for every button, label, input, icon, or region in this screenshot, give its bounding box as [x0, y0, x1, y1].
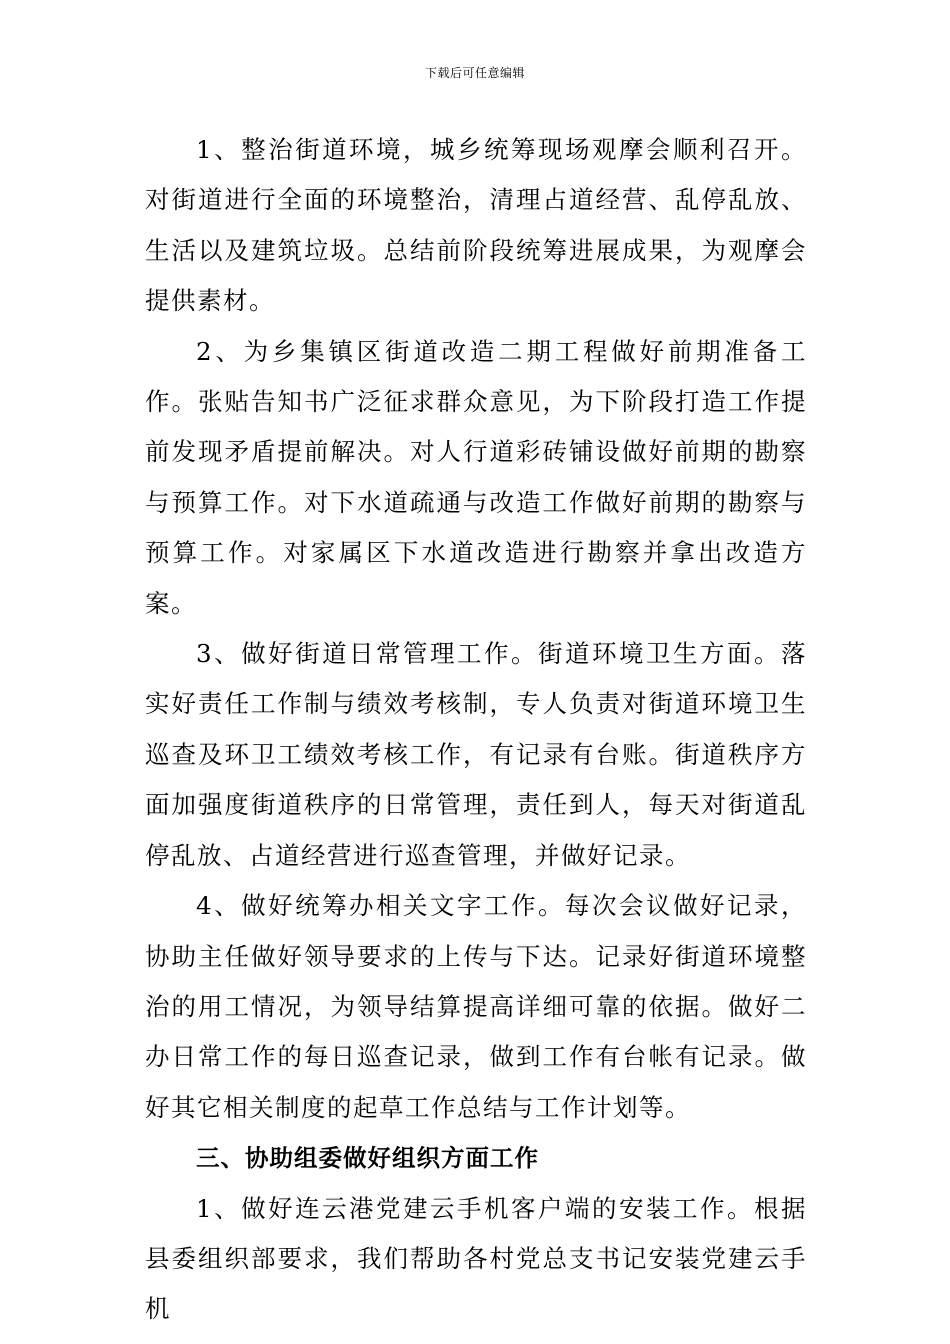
document-body: [145, 125, 807, 1335]
paragraph-4: 4、做好统筹办相关文字工作。每次会议做好记录，协助主任做好领导要求的上传与下达。记录好街道环境整治的用工情况，为领导结算提高详细可靠的依据。做好二办日常工作的每日巡查记录，做到工作有台帐有记录。做好其它相关制度的起草工作总结与工作计划等。: [145, 891, 807, 1122]
paragraph-5: 1、做好连云港党建云手机客户端的安装工作。根据县委组织部要求，我们帮助各村党总支书记安装党建云手机: [145, 1193, 807, 1324]
section-heading: 三、协助组委做好组织方面工作: [196, 1144, 539, 1173]
page-header-note: 下载后可任意编辑: [424, 66, 525, 80]
paragraph-1: 1、整治街道环境，城乡统筹现场观摩会顺利召开。对街道进行全面的环境整治，清理占道经营、乱停乱放、生活以及建筑垃圾。总结前阶段统筹进展成果，为观摩会提供素材。: [145, 135, 807, 316]
paragraph-3: 3、做好街道日常管理工作。街道环境卫生方面。落实好责任工作制与绩效考核制，专人负责对街道环境卫生巡查及环卫工绩效考核工作，有记录有台账。街道秩序方面加强度街道秩序的日常管理，责任到人，每天对街道乱停乱放、占道经营进行巡查管理，并做好记录。: [145, 639, 807, 870]
paragraph-2: 2、为乡集镇区街道改造二期工程做好前期准备工作。张贴告知书广泛征求群众意见，为下阶段打造工作提前发现矛盾提前解决。对人行道彩砖铺设做好前期的勘察与预算工作。对下水道疏通与改造工作做好前期的勘察与预算工作。对家属区下水道改造进行勘察并拿出改造方案。: [145, 336, 807, 618]
